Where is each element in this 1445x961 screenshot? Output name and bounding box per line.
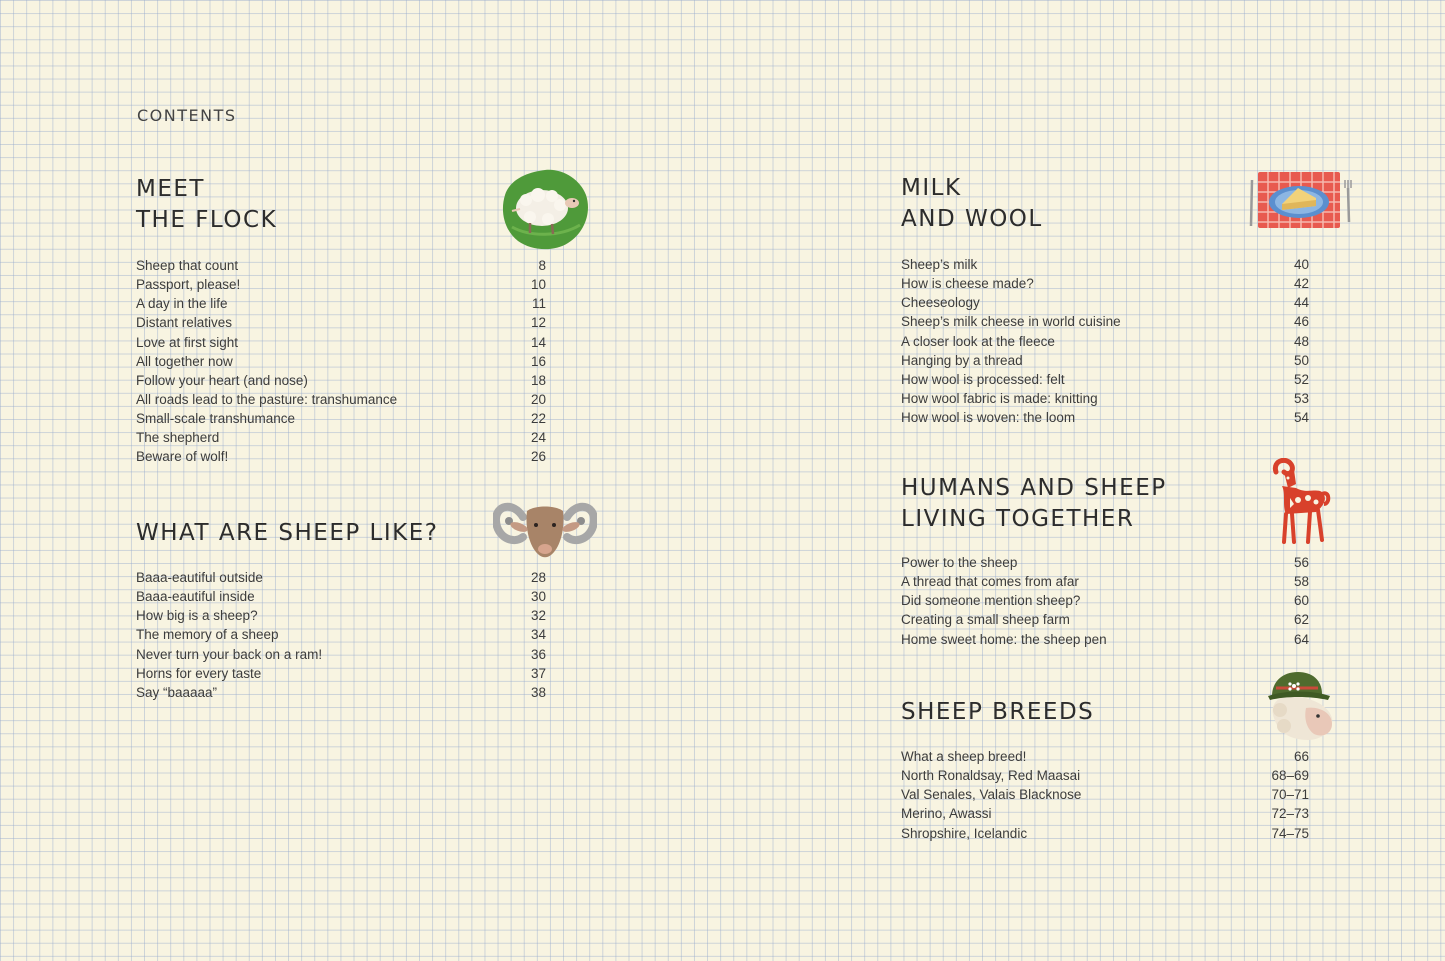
toc-entry[interactable]	[901, 276, 1309, 295]
toc-entry-page: 36	[530, 646, 546, 662]
toc-entry-title: Distant relatives	[136, 315, 233, 331]
toc-entry-title: Sheep’s milk	[901, 257, 978, 272]
toc-entry-title: Did someone mention sheep?	[901, 593, 1081, 609]
toc-entry-title: Baaa-eautiful inside	[136, 589, 255, 605]
toc-entry-page: 58	[1293, 574, 1309, 590]
toc-entry-page: 64	[1293, 631, 1309, 647]
ram-head-icon	[493, 497, 597, 559]
toc-entry-title: How big is a sheep?	[136, 608, 258, 624]
toc-entry-page: 62	[1293, 612, 1309, 628]
toc-entry[interactable]	[901, 334, 1309, 353]
toc-entry-page: 26	[530, 449, 546, 465]
section-meet-the-flock	[136, 174, 546, 465]
toc-entry-page: 48	[1293, 333, 1309, 349]
toc-entry-page: 74–75	[1271, 825, 1309, 841]
toc-entry[interactable]	[901, 555, 1309, 574]
section-title: MEET THE FLOCK	[136, 176, 278, 233]
toc-entry-page: 52	[1293, 371, 1309, 387]
toc-entry-page: 70–71	[1271, 787, 1309, 803]
toc-entry[interactable]	[901, 806, 1309, 825]
toc-entry-title: How wool is woven: the loom	[901, 410, 1076, 426]
toc-entry-title: Follow your heart (and nose)	[136, 372, 308, 388]
toc-entry-title: Power to the sheep	[901, 555, 1018, 570]
toc-entry[interactable]	[901, 593, 1309, 612]
toc-entry-title: Home sweet home: the sheep pen	[901, 631, 1107, 647]
toc-entry-page: 44	[1293, 295, 1309, 311]
toc-entry-title: Val Senales, Valais Blacknose	[901, 787, 1082, 803]
toc-entry[interactable]	[901, 787, 1309, 806]
toc-entry[interactable]	[901, 314, 1309, 333]
toc-entry[interactable]	[901, 826, 1309, 845]
toc-entry[interactable]	[136, 647, 546, 666]
entry-list	[136, 570, 546, 704]
toc-entry-page: 40	[1293, 257, 1309, 272]
toc-entry-page: 54	[1293, 410, 1309, 426]
toc-entry[interactable]	[136, 392, 546, 411]
toc-entry[interactable]	[901, 632, 1309, 651]
toc-entry-page: 11	[531, 296, 546, 312]
toc-entry[interactable]	[136, 449, 546, 468]
toc-entry-title: Beware of wolf!	[136, 449, 229, 465]
toc-entry-title: What a sheep breed!	[901, 749, 1027, 764]
toc-entry-page: 8	[538, 258, 546, 273]
toc-entry[interactable]	[901, 295, 1309, 314]
toc-entry[interactable]	[901, 410, 1309, 429]
toc-entry[interactable]	[901, 257, 1309, 276]
toc-entry[interactable]	[136, 296, 546, 315]
toc-entry[interactable]	[136, 411, 546, 430]
toc-entry-title: How is cheese made?	[901, 276, 1034, 292]
toc-entry-title: A day in the life	[136, 296, 228, 312]
toc-entry-page: 37	[530, 665, 546, 681]
toc-entry-title: The shepherd	[136, 430, 220, 446]
section-title: MILK AND WOOL	[901, 175, 1043, 232]
toc-entry[interactable]	[136, 277, 546, 296]
section-title: SHEEP BREEDS	[901, 699, 1095, 725]
section-humans-and-sheep	[901, 473, 1309, 647]
entry-list	[901, 749, 1309, 845]
page-label: CONTENTS	[137, 106, 237, 125]
entry-list	[901, 555, 1309, 651]
cheese-plate-icon	[1246, 170, 1354, 230]
toc-entry-page: 68–69	[1271, 768, 1309, 784]
toc-entry[interactable]	[901, 612, 1309, 631]
toc-entry[interactable]	[901, 353, 1309, 372]
section-what-are-sheep-like	[136, 518, 546, 700]
toc-entry-page: 30	[530, 589, 546, 605]
toc-entry-title: A thread that comes from afar	[901, 574, 1079, 590]
toc-entry-title: Cheeseology	[901, 295, 980, 311]
sheep-on-grass-icon	[500, 167, 590, 251]
toc-entry-title: All roads lead to the pasture: transhumance	[136, 391, 398, 407]
toc-entry[interactable]	[901, 372, 1309, 391]
toc-entry-page: 32	[530, 608, 546, 624]
toc-entry-title: Sheep’s milk cheese in world cuisine	[901, 314, 1121, 330]
toc-entry-title: North Ronaldsay, Red Maasai	[901, 768, 1081, 784]
toc-entry-page: 24	[530, 430, 546, 446]
toc-entry-title: The memory of a sheep	[136, 627, 279, 643]
toc-entry[interactable]	[136, 666, 546, 685]
toc-entry-page: 18	[530, 372, 546, 388]
toc-entry-title: How wool fabric is made: knitting	[901, 390, 1098, 406]
toc-entry[interactable]	[136, 430, 546, 449]
toc-entry-page: 12	[530, 315, 546, 331]
toc-entry-page: 46	[1293, 314, 1309, 330]
toc-entry-title: Never turn your back on a ram!	[136, 646, 323, 662]
toc-entry-title: All together now	[136, 353, 233, 369]
toc-entry-title: Small-scale transhumance	[136, 411, 296, 427]
toc-entry[interactable]	[136, 258, 546, 277]
toc-entry-title: Baaa-eautiful outside	[136, 570, 263, 585]
toc-entry-page: 50	[1293, 352, 1309, 368]
toc-entry[interactable]	[136, 315, 546, 334]
toc-entry[interactable]	[136, 570, 546, 589]
toc-entry[interactable]	[901, 749, 1309, 768]
toc-entry-page: 14	[530, 334, 546, 350]
toc-entry-page: 42	[1293, 276, 1309, 292]
toc-entry[interactable]	[136, 589, 546, 608]
toc-entry-title: How wool is processed: felt	[901, 371, 1065, 387]
toc-entry-title: A closer look at the fleece	[901, 333, 1055, 349]
toc-entry-page: 56	[1293, 555, 1309, 570]
toc-entry-page: 66	[1293, 749, 1309, 764]
red-ram-figure-icon	[1266, 458, 1332, 546]
toc-entry[interactable]	[901, 574, 1309, 593]
section-title: HUMANS AND SHEEP LIVING TOGETHER	[901, 475, 1167, 532]
toc-entry-title: Passport, please!	[136, 277, 241, 293]
toc-entry[interactable]	[136, 627, 546, 646]
toc-entry[interactable]	[136, 373, 546, 392]
toc-entry-title: Horns for every taste	[136, 665, 262, 681]
toc-entry-title: Sheep that count	[136, 258, 239, 273]
toc-entry-page: 28	[530, 570, 546, 585]
toc-entry-page: 72–73	[1271, 806, 1309, 822]
toc-entry-page: 53	[1293, 390, 1309, 406]
toc-entry[interactable]	[136, 608, 546, 627]
entry-list	[901, 257, 1309, 429]
toc-entry[interactable]	[136, 685, 546, 704]
sheep-with-hat-icon	[1266, 668, 1338, 742]
toc-entry-title: Hanging by a thread	[901, 352, 1023, 368]
toc-entry-page: 10	[530, 277, 546, 293]
toc-entry-page: 16	[530, 353, 546, 369]
toc-entry-page: 60	[1293, 593, 1309, 609]
toc-entry[interactable]	[901, 391, 1309, 410]
toc-entry-page: 34	[530, 627, 546, 643]
toc-entry-page: 22	[530, 411, 546, 427]
toc-entry[interactable]	[136, 335, 546, 354]
entry-list	[136, 258, 546, 469]
toc-entry[interactable]	[136, 354, 546, 373]
toc-entry-page: 38	[530, 684, 546, 700]
toc-entry-title: Creating a small sheep farm	[901, 612, 1070, 628]
toc-entry[interactable]	[901, 768, 1309, 787]
toc-entry-title: Love at first sight	[136, 334, 239, 350]
toc-entry-title: Merino, Awassi	[901, 806, 992, 822]
toc-entry-page: 20	[530, 391, 546, 407]
section-title: WHAT ARE SHEEP LIKE?	[136, 520, 439, 546]
section-sheep-breeds	[901, 697, 1309, 841]
toc-entry-title: Shropshire, Icelandic	[901, 825, 1028, 841]
toc-entry-title: Say “baaaaa”	[136, 684, 218, 700]
